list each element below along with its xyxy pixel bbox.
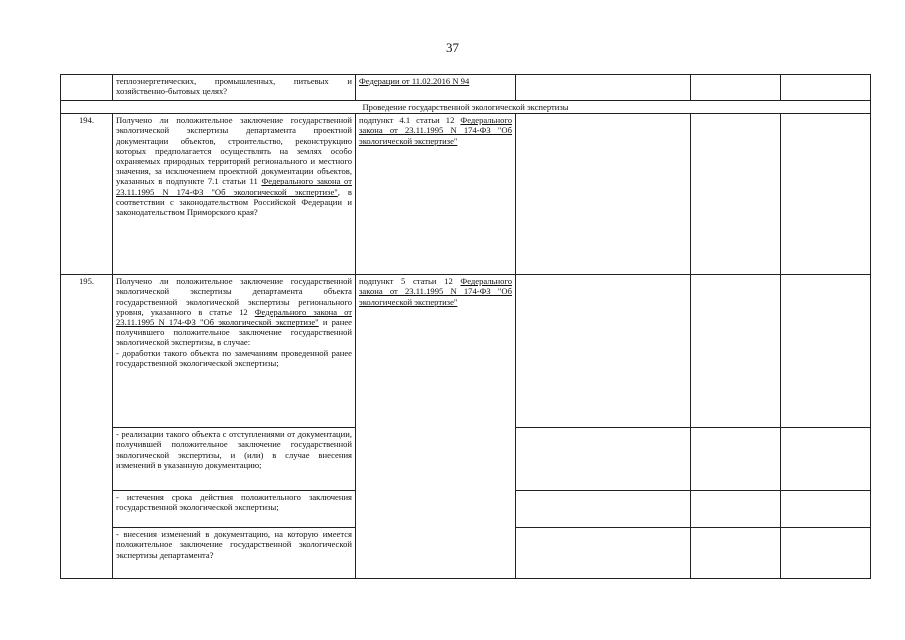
question-cell: [113, 114, 356, 275]
answer-cell: [516, 428, 691, 491]
answer-cell: [781, 428, 871, 491]
reference-cell: [356, 75, 516, 101]
row-number: 195.: [61, 275, 113, 579]
reference-cell: [356, 114, 516, 275]
answer-cell: [691, 275, 781, 428]
reference-text: подпункт 4.1 статьи 12: [359, 115, 461, 126]
law-link[interactable]: Федерального закона от 23.11.1995 N 174-ФЗ "Об экологической экспертизе": [116, 176, 352, 197]
question-item: - доработки такого объекта по замечаниям проведенной ранее государственной экологической экспертизы;: [116, 347, 352, 368]
reference-text: подпункт 5 статьи 12: [359, 276, 461, 287]
law-link[interactable]: Федерации от 11.02.2016 N 94: [359, 76, 470, 86]
answer-cell: [516, 491, 691, 528]
answer-cell: [516, 528, 691, 579]
answer-cell: [781, 75, 871, 101]
row-number: 194.: [61, 114, 113, 275]
law-link[interactable]: Федерального закона от 23.11.1995 N 174-ФЗ "Об экологической экспертизе": [359, 276, 512, 307]
answer-cell: [691, 114, 781, 275]
answer-cell: [781, 491, 871, 528]
question-cell: - истечения срока действия положительного заключения государственной экологической экспертизы;: [113, 491, 356, 528]
table-row: [61, 275, 871, 428]
answer-cell: [516, 275, 691, 428]
answer-cell: [691, 491, 781, 528]
answer-cell: [781, 114, 871, 275]
page-number: 37: [446, 40, 459, 55]
row-number-cell: [61, 75, 113, 101]
table-row: [61, 114, 871, 275]
question-text: Получено ли положительное заключение государственной экологической экспертизы департамента объекта государственной экологической экспертизы регионального уровня, указанного в статье 12: [116, 276, 352, 317]
answer-cell: [781, 528, 871, 579]
question-cell: - внесения изменений в документацию, на которую имеется положительное заключение государственной экологической экспертизы департамента?: [113, 528, 356, 579]
question-cell: [113, 275, 356, 428]
table-row: [61, 75, 871, 101]
answer-cell: [691, 528, 781, 579]
question-text: и ранее получившего положительное заключение государственной экологической экспертизы, в случае:: [116, 317, 352, 348]
question-cell: теплоэнергетических, промышленных, питьевых и хозяйственно-бытовых целях?: [113, 75, 356, 101]
answer-cell: [691, 75, 781, 101]
answer-cell: [516, 75, 691, 101]
question-text: , в соответствии с законодательством Российской Федерации и законодательством Приморского края?: [116, 186, 352, 218]
answer-cell: [516, 114, 691, 275]
section-title: Проведение государственной экологической экспертизы: [61, 101, 871, 114]
law-link[interactable]: Федерального закона от 23.11.1995 N 174-ФЗ "Об экологической экспертизе": [359, 115, 512, 146]
checklist-table: [60, 74, 871, 579]
question-text: Получено ли положительное заключение государственной экологической экспертизы департамента проектной документации объектов, строительство, реконструкцию которых предполагается осуществлять на землях особо охраняемых природных территорий регионального и местного значения, за исключением проектной документации объектов, указанных в подпункте 7.1 статьи 11: [116, 115, 352, 187]
law-link[interactable]: Федерального закона от 23.11.1995 N 174-ФЗ "Об экологической экспертизе": [116, 306, 353, 328]
question-cell: - реализации такого объекта с отступлениями от документации, получившей положительное заключение государственной экологической экспертизы, и (или) в случае внесения изменений в указанную документацию;: [113, 428, 356, 491]
reference-cell: [356, 275, 516, 579]
answer-cell: [781, 275, 871, 428]
answer-cell: [691, 428, 781, 491]
section-row: [61, 101, 871, 114]
